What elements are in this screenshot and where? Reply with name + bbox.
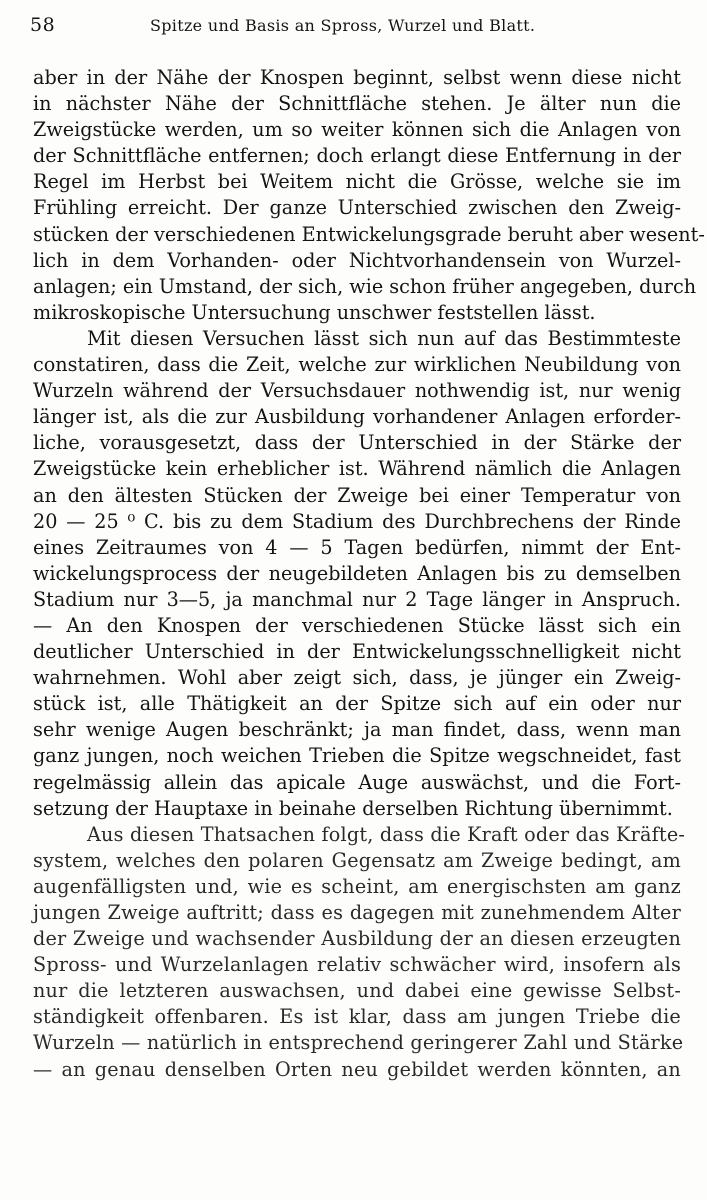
text-line: 20 — 25 ⁰ C. bis zu dem Stadium des Durchbrechens der Rinde — [33, 509, 681, 533]
paragraph-2 — [33, 326, 681, 822]
text-line: Zweigstücke kein erheblicher ist. Während nämlich die Anlagen — [33, 457, 681, 481]
text-line: augenfälligsten und, wie es scheint, am energischsten am ganz — [33, 874, 681, 898]
text-line: Zweigstücke werden, um so weiter können sich die Anlagen von — [33, 118, 681, 142]
text-line: der Schnittfläche entfernen; doch erlangt diese Entfernung in der — [33, 144, 681, 168]
text-line: Spross- und Wurzelanlagen relativ schwächer wird, insofern als — [33, 953, 681, 977]
text-line: eines Zeitraumes von 4 — 5 Tagen bedürfen, nimmt der Ent- — [33, 535, 681, 559]
text-line: — An den Knospen der verschiedenen Stücke lässt sich ein — [33, 613, 681, 637]
text-line: anlagen; ein Umstand, der sich, wie schon früher angegeben, durch — [33, 274, 697, 298]
text-line: wickelungsprocess der neugebildeten Anlagen bis zu demselben — [33, 561, 681, 585]
paragraph-1 — [33, 65, 705, 326]
text-line: Wurzeln — natürlich in entsprechend geringerer Zahl und Stärke — [33, 1031, 684, 1055]
text-line: an den ältesten Stücken der Zweige bei einer Temperatur von — [33, 483, 681, 507]
text-line: constatiren, dass die Zeit, welche zur wirklichen Neubildung von — [33, 353, 681, 377]
text-line: deutlicher Unterschied in der Entwickelungsschnelligkeit nicht — [33, 640, 681, 664]
text-line: länger ist, als die zur Ausbildung vorhandener Anlagen erforder- — [33, 405, 681, 429]
text-line: Frühling erreicht. Der ganze Unterschied zwischen den Zweig- — [33, 196, 681, 220]
text-line: liche, vorausgesetzt, dass der Unterschied in der Stärke der — [33, 431, 681, 455]
text-line: aber in der Nähe der Knospen beginnt, selbst wenn diese nicht — [33, 66, 681, 89]
text-line: sehr wenige Augen beschränkt; ja man findet, dass, wenn man — [33, 718, 681, 742]
text-line: mikroskopische Untersuchung unschwer feststellen lässt. — [33, 300, 596, 324]
text-line: setzung der Hauptaxe in beinahe derselben Richtung übernimmt. — [33, 796, 673, 820]
paragraph-3 — [33, 822, 686, 1083]
page-number: 58 — [30, 14, 56, 36]
text-line: Aus diesen Thatsachen folgt, dass die Kraft oder das Kräfte- — [87, 822, 686, 846]
text-line: — an genau denselben Orten neu gebildet werden könnten, an — [33, 1057, 681, 1081]
text-line: Wurzeln während der Versuchsdauer nothwendig ist, nur wenig — [33, 379, 681, 403]
text-line: der Zweige und wachsender Ausbildung der an diesen erzeugten — [33, 927, 681, 951]
text-line: ganz jungen, noch weichen Trieben die Spitze wegschneidet, fast — [33, 744, 681, 768]
text-line: in nächster Nähe der Schnittfläche stehen. Je älter nun die — [33, 92, 681, 116]
text-line: wahrnehmen. Wohl aber zeigt sich, dass, je jünger ein Zweig- — [33, 666, 681, 690]
text-line: system, welches den polaren Gegensatz am Zweige bedingt, am — [33, 848, 681, 872]
text-line: nur die letzteren auswachsen, und dabei eine gewisse Selbst- — [33, 979, 681, 1003]
text-line: regelmässig allein das apicale Auge auswächst, und die Fort- — [33, 770, 681, 794]
text-line: lich in dem Vorhanden- oder Nichtvorhandensein von Wurzel- — [33, 248, 681, 272]
text-line: stück ist, alle Thätigkeit an der Spitze sich auf ein oder nur — [33, 692, 681, 716]
body-text — [33, 65, 705, 1083]
text-line: Stadium nur 3—5, ja manchmal nur 2 Tage länger in Anspruch. — [33, 587, 681, 611]
text-line: jungen Zweige auftritt; dass es dagegen mit zunehmendem Alter — [33, 901, 681, 924]
running-title: Spitze und Basis an Spross, Wurzel und Blatt. — [150, 16, 536, 35]
text-line: Mit diesen Versuchen lässt sich nun auf das Bestimmteste — [87, 326, 681, 350]
text-line: stücken der verschiedenen Entwickelungsgrade beruht aber wesent- — [33, 222, 705, 246]
text-line: ständigkeit offenbaren. Es ist klar, dass am jungen Triebe die — [33, 1005, 681, 1029]
text-line: Regel im Herbst bei Weitem nicht die Grösse, welche sie im — [33, 170, 681, 194]
